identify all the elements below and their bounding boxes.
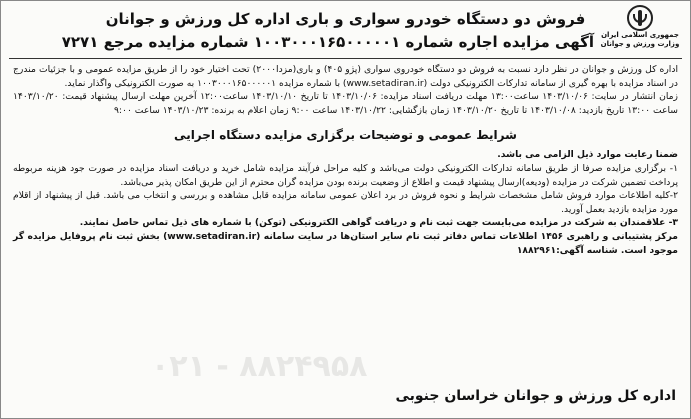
notice-subtitle: آگهی مزایده اجاره شماره ۱۰۰۳۰۰۰۱۶۵۰۰۰۰۰۱ شماره مزایده مرجع ۷۲۷۱ [61, 33, 594, 51]
logo-line-1: جمهوری اسلامی ایران [601, 31, 679, 39]
ministry-logo [600, 5, 680, 57]
mandatory-heading: ضمنا رعایت موارد ذیل الزامی می باشد. [497, 149, 678, 161]
notice-body [13, 63, 678, 257]
logo-line-2: وزارت ورزش و جوانان [600, 40, 680, 48]
condition-item-3: ۳- علاقمندان به شرکت در مزایده می‌بایست جهت ثبت نام و دریافت گواهی الکترونیکی (توکن) با شماره های ذیل تماس حاصل نمایند. [79, 217, 678, 229]
support-info: مرکز پشتیبانی و راهبری ۱۴۵۶ اطلاعات تماس دفاتر ثبت نام سایر استان‌ها در سایت سامانه (www.setadiran.ir) بخش ثبت نام پروفایل مزایده گر موجود است. شناسه آگهی:۱۸۸۲۹۶۱ [13, 230, 678, 256]
intro-paragraph: اداره کل ورزش و جوانان در نظر دارد نسبت به فروش دو دستگاه خودروی سواری (پژو ۴۰۵) و باری(مزدا۲۰۰۰) تحت اختیار خود را از طریق مزایده عمومی و با جزئیات مندرج در اسناد مزایده با بهره گیری از سامانه تدارکات الکترونیکی دولت (www.setadiran.ir) با شماره مزایده ۱۰۰۳۰۰۰۱۶۵۰۰۰۰۰۱ به صورت الکترونیکی واگذار نماید. [13, 64, 678, 89]
schedule-paragraph: زمان انتشار در سایت: ۱۴۰۳/۱۰/۰۶ ساعت۱۳:۰۰ مهلت دریافت اسناد مزایده: ۱۴۰۳/۱۰/۰۶ تا تاریخ ۱۴۰۳/۱۰/۱۰ ساعت۱۲:۰۰ آخرین مهلت ارسال پیشنهاد قیمت: ۱۴۰۳/۱۰/۲۰ ساعت ۱۳:۰۰ تاریخ بازدید: ۱۴۰۳/۱۰/۰۸ تا تاریخ ۱۴۰۳/۱۰/۲۰ زمان بازگشایی: ۱۴۰۳/۱۰/۲۲ ساعت ۹:۰۰ زمان اعلام به برنده: ۱۴۰۳/۱۰/۲۳ ساعت ۹:۰۰ [13, 91, 678, 116]
phone-watermark: ۰۲۱ - ۸۸۲۴۹۵۸ [151, 349, 368, 384]
notice-title: فروش دو دستگاه خودرو سواری و باری اداره کل ورزش و جوانان [105, 10, 586, 28]
condition-item-1: ۱- برگزاری مزایده صرفا از طریق سامانه تدارکات الکترونیکی دولت می‌باشد و کلیه مراحل فرآیند مزایده شامل خرید و دریافت اسناد مزایده در صورت جود هزینه مربوطه پرداخت تضمین شرکت در مزایده (ودیعه)ارسال پیشنهاد قیمت و اطلاع از وضعیت برنده بودن مزایده گران محترم از این طریق امکان پذیر می‌باشد. [13, 162, 678, 188]
header-divider [9, 58, 682, 59]
notice-header [7, 5, 684, 57]
section-title: شرایط عمومی و توضیحات برگزاری مزایده دستگاه اجرایی [174, 128, 517, 143]
condition-item-2: ۲-کلیه اطلاعات موارد فروش شامل مشخصات شرایط و نحوه فروش در برد اعلان عمومی سامانه مزایده قابل مشاهده و بررسی و انتخاب می باشد. قبل از پیشنهاد از اقلام مورد مزایده بازدید بعمل آورید. [13, 190, 678, 215]
issuer-signature: اداره کل ورزش و جوانان خراسان جنوبی [395, 388, 676, 404]
iran-emblem-icon [627, 5, 653, 31]
